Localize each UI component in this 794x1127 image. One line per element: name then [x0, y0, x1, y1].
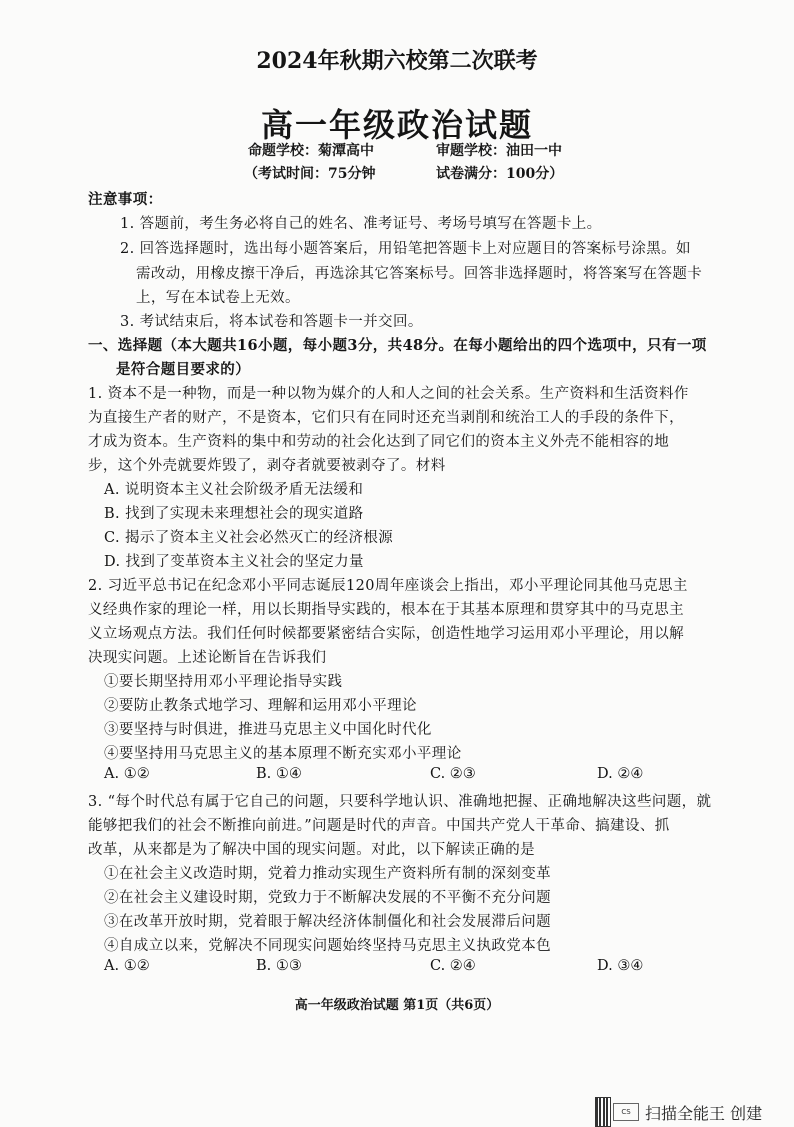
notice-line: 需改动，用橡皮擦干净后，再选涂其它答案标号。回答非选择题时，将答案写在答题卡: [136, 266, 703, 282]
question-text: 步，这个外壳就要炸毁了，剥夺者就要被剥夺了。材料: [88, 458, 446, 474]
notice-line: 3. 考试结束后，将本试卷和答题卡一并交回。: [120, 314, 423, 330]
statement: ④自成立以来，党解决不同现实问题始终坚持马克思主义执政党本色: [104, 938, 551, 954]
question-text: 义立场观点方法。我们任何时候都要紧密结合实际，创造性地学习运用邓小平理论，用以解: [88, 626, 684, 642]
page-footer: 高一年级政治试题 第1页（共6页）: [294, 998, 500, 1013]
notice-line: 上，写在本试卷上无效。: [136, 290, 300, 306]
section-heading: 是符合题目要求的）: [116, 361, 251, 378]
scanner-watermark: [595, 1097, 775, 1127]
option-b: B. ①④: [256, 766, 302, 782]
option-a: A. 说明资本主义社会阶级矛盾无法缓和: [104, 482, 364, 498]
exam-time: （考试时间：75分钟: [244, 166, 376, 182]
question-text: 3. “每个时代总有属于它自己的问题，只要科学地认识、准确地把握、正确地解决这些问题，就: [88, 794, 712, 810]
statement: ③要坚持与时俱进，推进马克思主义中国化时代化: [104, 722, 432, 738]
statement: ②要防止教条式地学习、理解和运用邓小平理论: [104, 698, 417, 714]
notice-heading: 注意事项：: [88, 191, 163, 208]
notice-line: 1. 答题前，考生务必将自己的姓名、准考证号、考场号填写在答题卡上。: [120, 216, 602, 232]
full-score: 试卷满分：100分）: [436, 166, 564, 182]
question-text: 2. 习近平总书记在纪念邓小平同志诞辰120周年座谈会上指出，邓小平理论同其他马克思主: [88, 578, 688, 594]
statement: ③在改革开放时期，党着眼于解决经济体制僵化和社会发展滞后问题: [104, 914, 551, 930]
question-text: 改革，从来都是为了解决中国的现实问题。对此，以下解读正确的是: [88, 842, 535, 858]
question-text: 才成为资本。生产资料的集中和劳动的社会化达到了同它们的资本主义外壳不能相容的地: [88, 434, 670, 450]
option-b: B. 找到了实现未来理想社会的现实道路: [104, 506, 364, 522]
option-c: C. ②③: [430, 766, 476, 782]
question-text: 为直接生产者的财产，不是资本，它们只有在同时还充当剥削和统治工人的手段的条件下，: [88, 410, 684, 426]
setter-school: 命题学校：菊潭高中: [248, 143, 374, 159]
option-a: A. ①②: [104, 958, 150, 974]
question-text: 能够把我们的社会不断推向前进。”问题是时代的声音。中国共产党人干革命、搞建设、抓: [88, 818, 670, 834]
section-heading: 一、选择题（本大题共16小题，每小题3分，共48分。在每小题给出的四个选项中，只有一项: [88, 337, 707, 354]
option-d: D. ②④: [597, 766, 644, 782]
question-text: 义经典作家的理论一样，用以长期指导实践的，根本在于其基本原理和贯穿其中的马克思主: [88, 602, 684, 618]
reviewer-school: 审题学校：油田一中: [436, 143, 562, 159]
exam-name: 2024年秋期六校第二次联考: [256, 48, 538, 74]
statement: ①要长期坚持用邓小平理论指导实践: [104, 674, 343, 690]
statement: ①在社会主义改造时期，党着力推动实现生产资料所有制的深刻变革: [104, 866, 551, 882]
camscanner-logo-icon: CS: [613, 1103, 639, 1121]
scanner-text: 扫描全能王 创建: [645, 1104, 763, 1123]
option-a: A. ①②: [104, 766, 150, 782]
option-b: B. ①③: [256, 958, 302, 974]
notice-line: 2. 回答选择题时，选出每小题答案后，用铅笔把答题卡上对应题目的答案标号涂黑。如: [120, 241, 691, 257]
option-c: C. 揭示了资本主义社会必然灭亡的经济根源: [104, 530, 394, 546]
statement: ④要坚持用马克思主义的基本原理不断充实邓小平理论: [104, 746, 462, 762]
question-text: 1. 资本不是一种物，而是一种以物为媒介的人和人之间的社会关系。生产资料和生活资料作: [88, 386, 689, 402]
qr-code-icon: [595, 1097, 611, 1127]
page-title: 高一年级政治试题: [260, 106, 533, 144]
option-d: D. 找到了变革资本主义社会的坚定力量: [104, 554, 364, 570]
statement: ②在社会主义建设时期，党致力于不断解决发展的不平衡不充分问题: [104, 890, 551, 906]
option-d: D. ③④: [597, 958, 644, 974]
option-c: C. ②④: [430, 958, 476, 974]
question-text: 决现实问题。上述论断旨在告诉我们: [88, 650, 327, 666]
